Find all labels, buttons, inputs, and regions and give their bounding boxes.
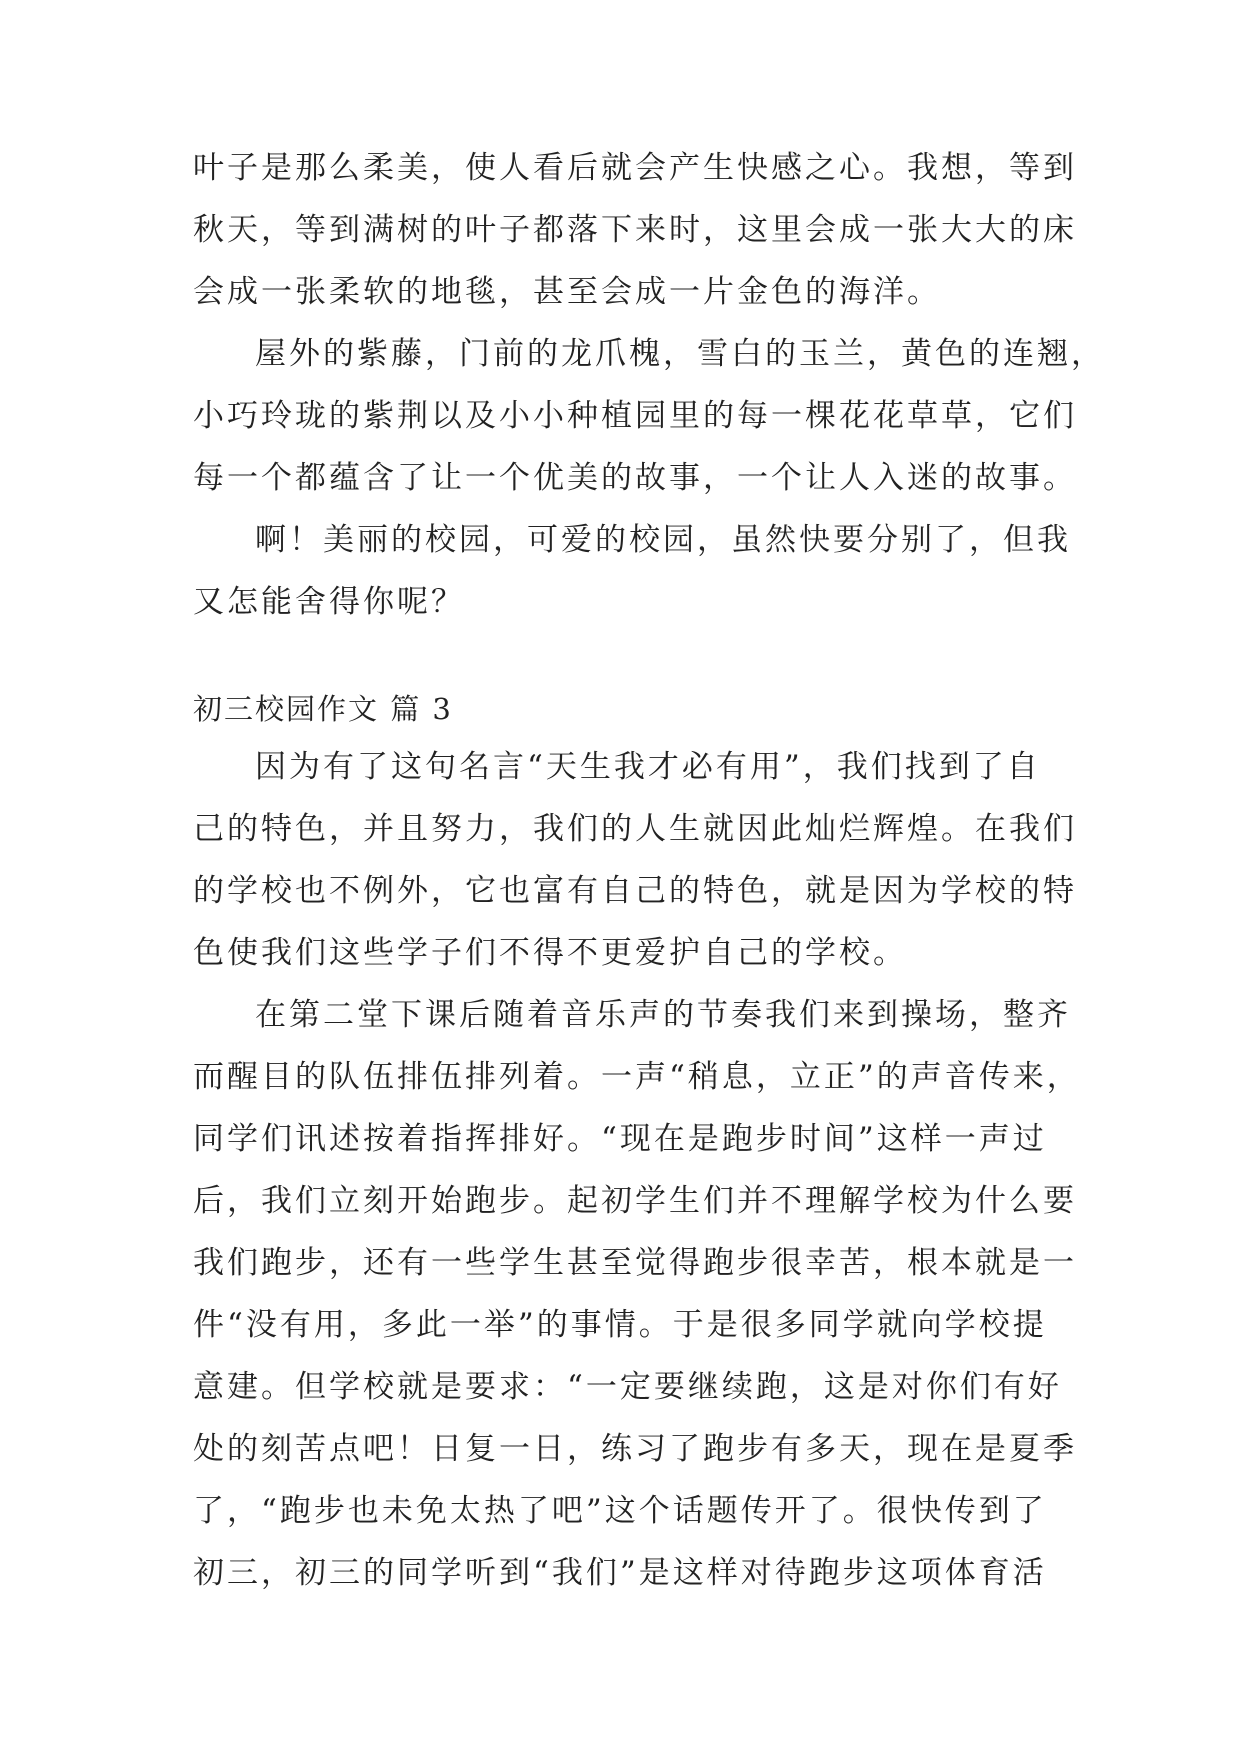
paragraph-line: 屋外的紫藤，门前的龙爪槐，雪白的玉兰，黄色的连翘， bbox=[255, 336, 1105, 372]
paragraph-line: 因为有了这句名言“天生我才必有用”，我们找到了自 bbox=[255, 749, 1041, 785]
paragraph-line: 色使我们这些学子们不得不更爱护自己的学校。 bbox=[193, 935, 907, 971]
paragraph-line: 初三，初三的同学听到“我们”是这样对待跑步这项体育活 bbox=[193, 1555, 1047, 1591]
paragraph-line: 后，我们立刻开始跑步。起初学生们并不理解学校为什么要 bbox=[193, 1183, 1077, 1219]
paragraph-line: 我们跑步，还有一些学生甚至觉得跑步很幸苦，根本就是一 bbox=[193, 1245, 1077, 1281]
paragraph-line: 处的刻苦点吧！日复一日，练习了跑步有多天，现在是夏季 bbox=[193, 1431, 1077, 1467]
paragraph-line: 了，“跑步也未免太热了吧”这个话题传开了。很快传到了 bbox=[193, 1493, 1047, 1529]
paragraph-line: 己的特色，并且努力，我们的人生就因此灿烂辉煌。在我们 bbox=[193, 811, 1077, 847]
paragraph-line: 小巧玲珑的紫荆以及小小种植园里的每一棵花花草草，它们 bbox=[193, 398, 1077, 434]
section-heading: 初三校园作文 篇 3 bbox=[193, 692, 453, 726]
paragraph-line: 的学校也不例外，它也富有自己的特色，就是因为学校的特 bbox=[193, 873, 1077, 909]
paragraph-line: 而醒目的队伍排伍排列着。一声“稍息，立正”的声音传来， bbox=[193, 1059, 1081, 1095]
paragraph-line: 又怎能舍得你呢？ bbox=[193, 584, 465, 620]
paragraph-line: 同学们讯述按着指挥排好。“现在是跑步时间”这样一声过 bbox=[193, 1121, 1047, 1157]
paragraph-line: 每一个都蕴含了让一个优美的故事，一个让人入迷的故事。 bbox=[193, 460, 1077, 496]
paragraph-line: 叶子是那么柔美，使人看后就会产生快感之心。我想，等到 bbox=[193, 150, 1077, 186]
paragraph-line: 在第二堂下课后随着音乐声的节奏我们来到操场，整齐 bbox=[255, 997, 1071, 1033]
paragraph-line: 秋天，等到满树的叶子都落下来时，这里会成一张大大的床 bbox=[193, 212, 1077, 248]
paragraph-line: 啊！美丽的校园，可爱的校园，虽然快要分别了，但我 bbox=[255, 522, 1071, 558]
paragraph-line: 件“没有用，多此一举”的事情。于是很多同学就向学校提 bbox=[193, 1307, 1047, 1343]
paragraph-line: 意建。但学校就是要求：“一定要继续跑，这是对你们有好 bbox=[193, 1369, 1062, 1405]
paragraph-line: 会成一张柔软的地毯，甚至会成一片金色的海洋。 bbox=[193, 274, 941, 310]
